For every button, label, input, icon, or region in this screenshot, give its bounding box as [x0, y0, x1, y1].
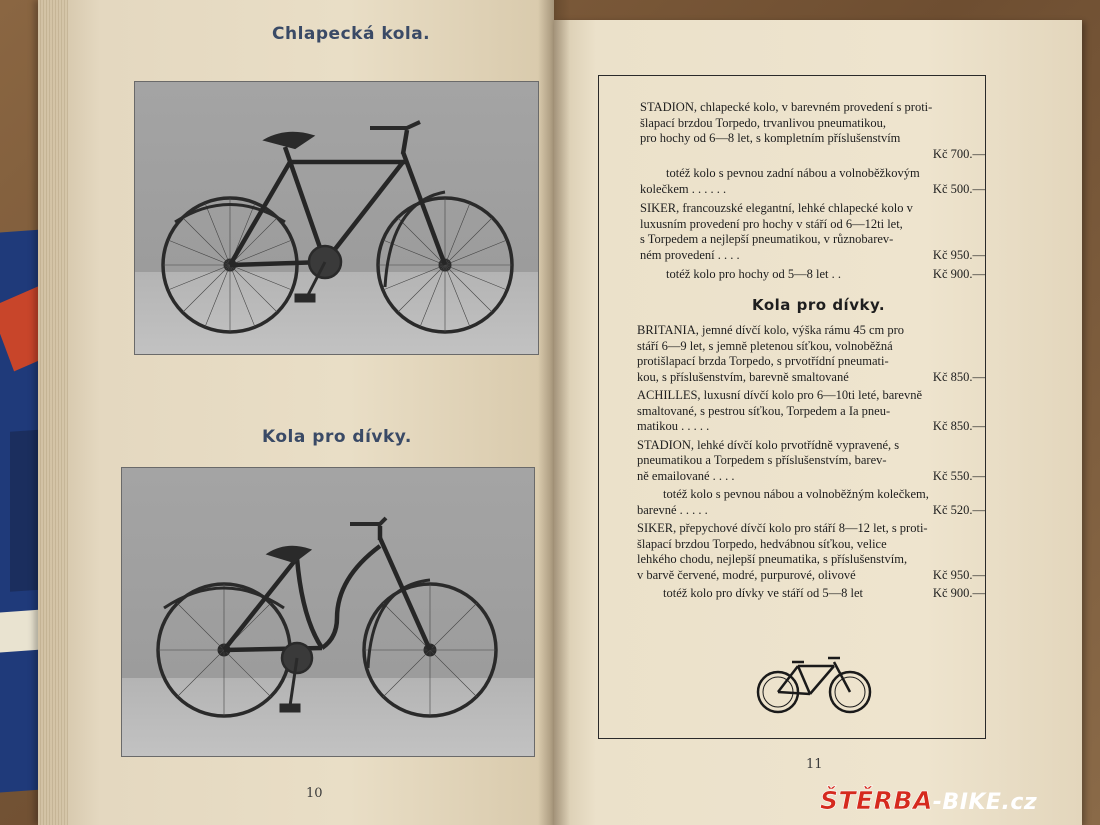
- entry-text-line: [640, 267, 985, 283]
- entry-text-line: [637, 469, 985, 485]
- right-page-number: 11: [806, 757, 823, 772]
- entry-price: Kč 550.—: [932, 468, 985, 483]
- entry-text-line: [640, 166, 985, 182]
- entry-text: SIKER, francouzské elegantní, lehké chlapecké kolo v: [640, 201, 913, 215]
- price-entry: [637, 323, 985, 385]
- entry-text-line: [637, 503, 985, 519]
- entry-text: barevné . . . . .: [637, 502, 708, 517]
- entry-text: totéž kolo pro dívky ve stáří od 5—8 let: [663, 586, 863, 600]
- entry-text-line: [637, 339, 985, 355]
- entry-text: s Torpedem a nejlepší pneumatikou, v různobarev-: [640, 232, 894, 246]
- entry-price: Kč 900.—: [932, 267, 985, 281]
- entry-text-line: [640, 232, 985, 248]
- entry-text: SIKER, přepychové dívčí kolo pro stáří 8—12 let, s proti-: [637, 521, 928, 535]
- site-watermark: [820, 786, 1037, 815]
- entry-text-line: [637, 404, 985, 420]
- entry-text-line: [640, 131, 985, 147]
- entry-text-line: [640, 248, 985, 264]
- entry-text-line: [637, 521, 985, 537]
- entry-text-line: [637, 419, 985, 435]
- entry-text-line: [640, 217, 985, 233]
- entry-text-line: [637, 388, 985, 404]
- entry-text: lehkého chodu, nejlepší pneumatika, s příslušenstvím,: [637, 552, 908, 566]
- entry-text-line: [640, 100, 985, 116]
- entry-text-line: [640, 182, 985, 198]
- entry-text-line: [640, 201, 985, 217]
- entry-price: Kč 950.—: [932, 247, 985, 262]
- entry-price-line: [640, 147, 985, 163]
- price-entry: [640, 100, 985, 162]
- heading-girls-bikes-right: Kola pro dívky.: [752, 296, 886, 314]
- entry-text-line: [640, 116, 985, 132]
- book-gutter: [538, 0, 570, 825]
- entry-text: totéž kolo s pevnou zadní nábou a volnoběžkovým: [666, 166, 920, 180]
- entry-price: Kč 700.—: [932, 146, 985, 161]
- entry-text: ném provedení . . . .: [640, 247, 740, 262]
- entry-text: BRITANIA, jemné dívčí kolo, výška rámu 45 cm pro: [637, 323, 905, 337]
- entry-text: matikou . . . . .: [637, 419, 710, 433]
- entry-text: kou, s příslušenstvím, barevně smaltované: [637, 369, 849, 384]
- entry-text: v barvě červené, modré, purpurové, olivové: [637, 567, 856, 582]
- entry-text: šlapací brzdou Torpedo, hedvábnou síťkou, velice: [637, 536, 887, 551]
- entry-text-line: [637, 370, 985, 386]
- entry-text-line: [637, 438, 985, 454]
- price-entry: [637, 487, 985, 518]
- heading-boys-bikes: Chlapecká kola.: [272, 24, 431, 44]
- entry-text: totéž kolo s pevnou nábou a volnoběžným kolečkem,: [663, 487, 929, 501]
- entry-text: totéž kolo pro hochy od 5—8 let . .: [666, 267, 841, 281]
- price-entry: [637, 388, 985, 435]
- girls-bikes-price-list: [637, 323, 985, 605]
- watermark-domain: -BIKE.cz: [932, 790, 1038, 815]
- left-page-edges: [38, 0, 68, 825]
- price-entry: [640, 166, 985, 197]
- entry-text-line: [637, 487, 985, 503]
- boys-bike-photo: [135, 82, 538, 354]
- left-page-number: 10: [306, 786, 323, 801]
- entry-text: luxusním provedení pro hochy v stáří od 6—12ti let,: [640, 216, 903, 231]
- boys-bike-illustration: [135, 82, 538, 354]
- price-entry: [637, 586, 985, 602]
- entry-text: pro hochy od 6—8 let, s kompletním příslušenstvím: [640, 131, 901, 145]
- entry-text: ně emailované . . . .: [637, 468, 735, 483]
- entry-text-line: [637, 453, 985, 469]
- entry-text: STADION, chlapecké kolo, v barevném provedení s proti-: [640, 100, 933, 114]
- entry-price: Kč 850.—: [932, 369, 985, 384]
- girls-bike-photo: [122, 468, 534, 756]
- entry-text-line: [637, 568, 985, 584]
- entry-text: STADION, lehké dívčí kolo prvotřídně vypravené, s: [637, 437, 900, 452]
- entry-price: Kč 520.—: [932, 502, 985, 517]
- boys-bikes-price-list: [640, 100, 985, 287]
- heading-girls-bikes-left: Kola pro dívky.: [262, 427, 412, 447]
- entry-text: stáří 6—9 let, s jemně pletenou síťkou, volnoběžná: [637, 338, 893, 353]
- entry-price: Kč 500.—: [932, 181, 985, 196]
- entry-price: Kč 900.—: [932, 586, 985, 600]
- entry-text: kolečkem . . . . . .: [640, 181, 727, 196]
- entry-text-line: [637, 537, 985, 553]
- price-entry: [637, 521, 985, 583]
- girls-bike-illustration: [122, 468, 534, 756]
- bicycle-ornament-icon: [752, 652, 882, 722]
- entry-text: ACHILLES, luxusní dívčí kolo pro 6—10ti leté, barevně: [637, 388, 923, 402]
- entry-text-line: [637, 586, 985, 602]
- entry-text-line: [637, 323, 985, 339]
- price-entry: [637, 438, 985, 485]
- entry-text: protišlapací brzda Torpedo, s prvotřídní pneumati-: [637, 354, 889, 368]
- entry-text-line: [637, 354, 985, 370]
- entry-price: Kč 950.—: [932, 567, 985, 582]
- watermark-brand: ŠTĚRBA: [820, 786, 933, 815]
- entry-text: pneumatikou a Torpedem s příslušenstvím, barev-: [637, 453, 887, 467]
- entry-price: Kč 850.—: [932, 419, 985, 433]
- entry-text-line: [637, 552, 985, 568]
- price-entry: [640, 267, 985, 283]
- price-entry: [640, 201, 985, 263]
- entry-text: smaltované, s pestrou síťkou, Torpedem a Ia pneu-: [637, 403, 891, 418]
- entry-text: šlapací brzdou Torpedo, trvanlivou pneumatikou,: [640, 115, 887, 130]
